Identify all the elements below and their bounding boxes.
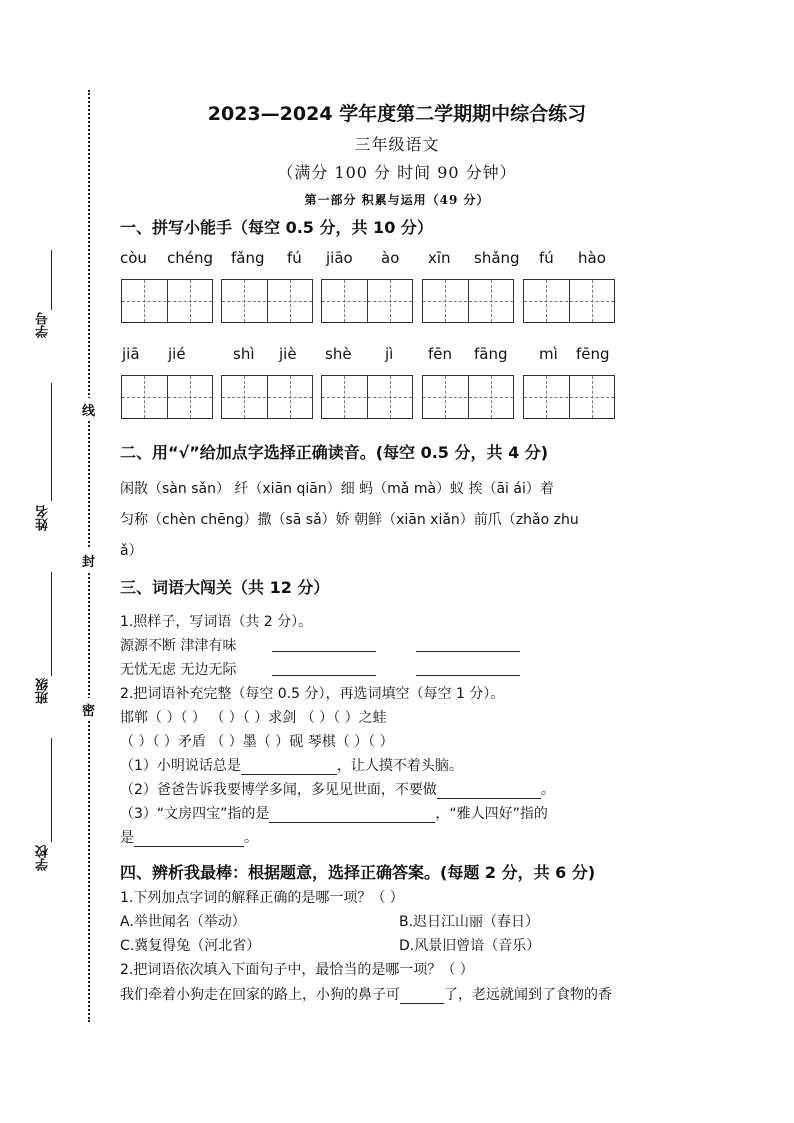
q3-sentence-3-cont: 是 。 (120, 830, 258, 846)
pinyin: còu (120, 249, 147, 267)
pinyin: shǎng (474, 249, 520, 267)
answer-blank[interactable] (134, 830, 244, 847)
answer-blank[interactable] (416, 651, 520, 652)
q3-sentence-1: （1）小明说话总是 ，让人摸不着头脑。 (120, 758, 463, 774)
q4-option-a[interactable]: A.举世闻名（举动） (120, 914, 246, 930)
pinyin: shè (325, 345, 352, 363)
q2-heading: 二、用“√”给加点字选择正确读音。(每空 0.5 分，共 4 分) (120, 443, 549, 462)
q2-line-1: 闲散（sàn sǎn） 纤（xiān qiān）细 蚂（mǎ mà）蚁 挨（āi ái）着 (120, 481, 554, 497)
name-label: 姓名 (36, 505, 51, 531)
writing-box[interactable] (422, 375, 514, 419)
answer-blank[interactable] (437, 782, 541, 799)
school-line (51, 738, 52, 842)
writing-box[interactable] (523, 279, 615, 323)
writing-box[interactable] (523, 375, 615, 419)
writing-box[interactable] (121, 279, 213, 323)
pinyin: jiāo (326, 249, 353, 267)
class-line (51, 572, 52, 676)
name-line (51, 383, 52, 501)
q3-fill-row-2: （ ）（ ）矛盾 （ ）墨（ ）砚 琴棋（ ）（ ） (120, 734, 394, 750)
q3-example-1: 源源不断 津津有味 (120, 638, 237, 654)
answer-blank[interactable] (400, 987, 444, 1004)
answer-blank[interactable] (272, 651, 376, 652)
page-title: 2023—2024 学年度第二学期期中综合练习 (207, 103, 587, 125)
pinyin: hào (578, 249, 606, 267)
pinyin: fǎng (231, 249, 265, 267)
pinyin: fāng (474, 345, 508, 363)
pinyin: jié (168, 345, 186, 363)
q1-heading: 一、拼写小能手（每空 0.5 分，共 10 分） (120, 218, 433, 237)
pinyin: ào (381, 249, 400, 267)
writing-box[interactable] (422, 279, 514, 323)
cut-mark-seal: 封 (82, 549, 95, 572)
q4-option-b[interactable]: B.迟日江山丽（春日） (399, 914, 540, 930)
class-label: 班级 (36, 678, 51, 704)
pinyin: fú (287, 249, 302, 267)
q3-fill-row-1: 邯郸（ ）（ ） （ ）（ ）求剑 （ ）（ ）之蛙 (120, 710, 387, 726)
writing-box[interactable] (321, 279, 413, 323)
part-heading: 第一部分 积累与运用（49 分） (304, 193, 490, 207)
pinyin: fú (539, 249, 554, 267)
answer-blank[interactable] (416, 675, 520, 676)
q3-example-2: 无忧无虑 无边无际 (120, 662, 237, 678)
q4-question-2-sentence: 我们牵着小狗走在回家的路上，小狗的鼻子可 了，老远就闻到了食物的香 (120, 987, 612, 1003)
student-id-label: 学号 (36, 312, 51, 338)
grade-subject: 三年级语文 (354, 135, 440, 154)
q2-line-3: ǎ） (120, 543, 143, 559)
q4-option-c[interactable]: C.冀复得兔（河北省） (120, 938, 261, 954)
q3-heading: 三、词语大闯关（共 12 分） (120, 578, 330, 597)
writing-box[interactable] (221, 279, 313, 323)
q3-sentence-2: （2）爸爸告诉我要博学多闻，多见见世面，不要做 。 (120, 782, 555, 798)
pinyin: mì (539, 345, 558, 363)
answer-blank[interactable] (241, 758, 337, 775)
score-time: （满分 100 分 时间 90 分钟） (277, 163, 517, 182)
cut-mark-line: 线 (82, 398, 95, 421)
school-label: 学校 (36, 845, 51, 871)
answer-blank[interactable] (269, 806, 435, 823)
cut-mark-dense: 密 (82, 698, 95, 721)
writing-box[interactable] (121, 375, 213, 419)
student-id-line (51, 250, 52, 310)
pinyin: chéng (167, 249, 214, 267)
q4-question-1: 1.下列加点字词的解释正确的是哪一项？（ ） (120, 890, 404, 906)
pinyin: xīn (428, 249, 451, 267)
writing-box[interactable] (221, 375, 313, 419)
pinyin: fēng (576, 345, 610, 363)
q3-part2: 2.把词语补充完整（每空 0.5 分），再选词填空（每空 1 分）。 (120, 686, 505, 702)
pinyin: jiè (279, 345, 297, 363)
q2-line-2: 匀称（chèn chēng）撒（sā sǎ）娇 朝鲜（xiān xiǎn）前爪（zhǎo zhu (120, 512, 579, 528)
q3-part1: 1.照样子，写词语（共 2 分）。 (120, 614, 313, 630)
q4-question-2: 2.把词语依次填入下面句子中，最恰当的是哪一项？（ ） (120, 962, 474, 978)
pinyin: jiā (122, 345, 140, 363)
pinyin: shì (233, 345, 255, 363)
pinyin: jì (385, 345, 394, 363)
q4-heading: 四、辨析我最棒：根据题意，选择正确答案。(每题 2 分，共 6 分) (120, 863, 596, 882)
writing-box[interactable] (321, 375, 413, 419)
q4-option-d[interactable]: D.风景旧曾谙（音乐） (399, 938, 541, 954)
answer-blank[interactable] (272, 675, 376, 676)
pinyin: fēn (428, 345, 453, 363)
q3-sentence-3: （3）“文房四宝”指的是 ，“雅人四好”指的 (120, 806, 548, 822)
